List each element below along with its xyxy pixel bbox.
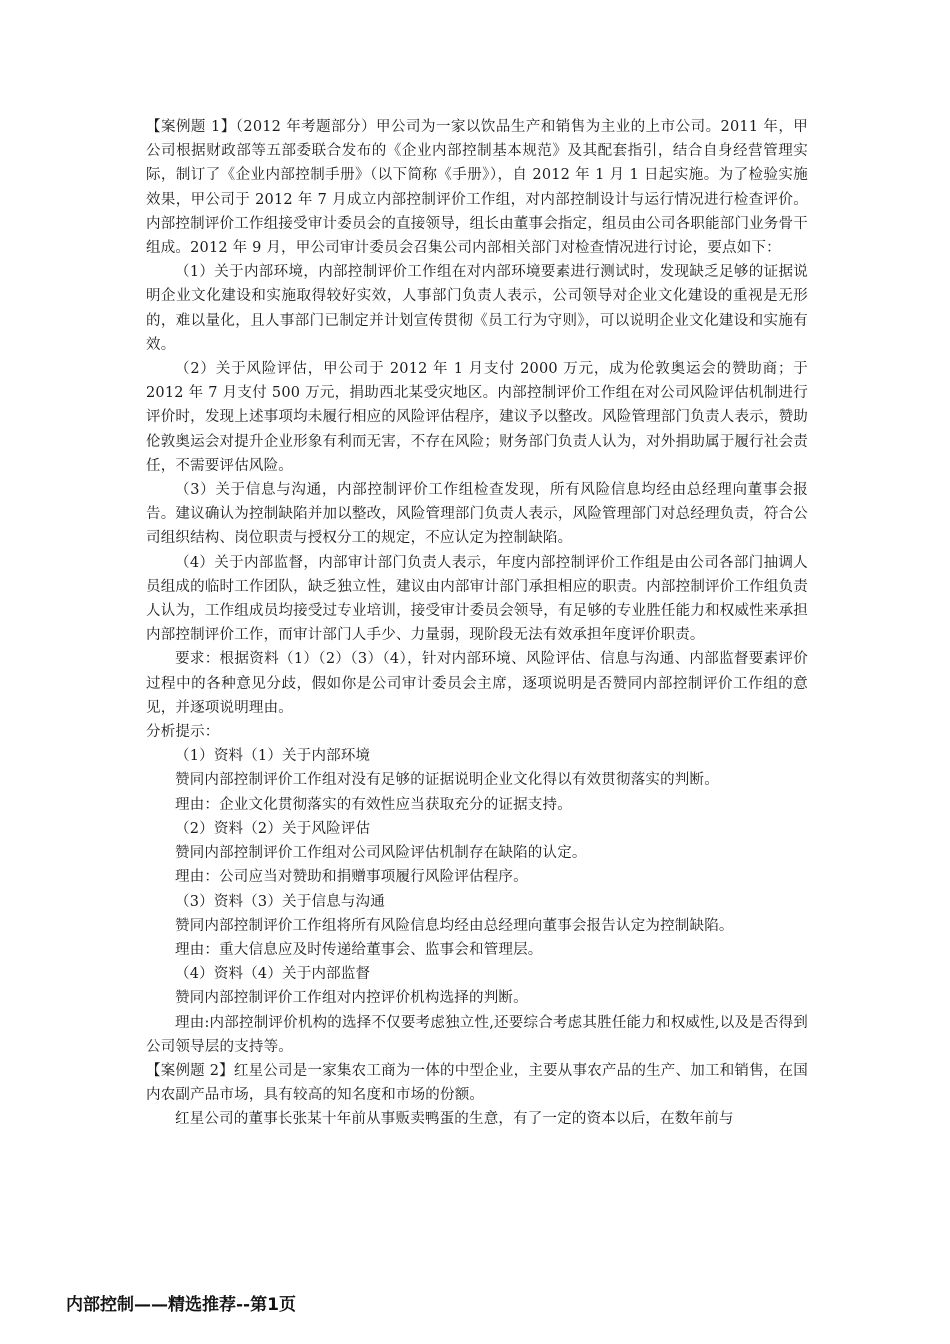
paragraph-analysis-4-opinion: 赞同内部控制评价工作组对内控评价机构选择的判断。 bbox=[175, 990, 528, 1007]
paragraph-analysis-1-opinion: 赞同内部控制评价工作组对没有足够的证据说明企业文化得以有效贯彻落实的判断。 bbox=[175, 772, 719, 789]
paragraph-item1: （1）关于内部环境，内部控制评价工作组在对内部环境要素进行测试时，发现缺乏足够的证据说明企业文化建设和实施取得较好实效，人事部门负责人表示，公司领导对企业文化建设的重视是无形的，难以量化，且人事部门已制定并计划宣传贯彻《员工行为守则》，可以说明企业文化建设和实施有效。 bbox=[146, 264, 808, 353]
paragraph-analysis-1-title: （1）资料（1）关于内部环境 bbox=[175, 748, 371, 765]
document-body bbox=[146, 115, 808, 1132]
paragraph-case1-intro: 【案例题 1】（2012 年考题部分）甲公司为一家以饮品生产和销售为主业的上市公司。2011 年，甲公司根据财政部等五部委联合发布的《企业内部控制基本规范》及其配套指引，结合自身经营管理实际，制订了《企业内部控制手册》（以下简称《手册》），自 2012 年 1 月 1 日起实施。为了检验实施效果，甲公司于 2012 年 7 月成立内部控制评价工作组，对内部控制设计与运行情况进行检查评价。内部控制评价工作组接受审计委员会的直接领导，组长由董事会指定，组员由公司各职能部门业务骨干组成。2012 年 9 月，甲公司审计委员会召集公司内部相关部门对检查情况进行讨论，要点如下： bbox=[146, 119, 808, 257]
paragraph-analysis-4-reason: 理由:内部控制评价机构的选择不仅要考虑独立性,还要综合考虑其胜任能力和权威性,以及是否得到公司领导层的支持等。 bbox=[146, 1014, 808, 1055]
paragraph-analysis-3-opinion: 赞同内部控制评价工作组将所有风险信息均经由总经理向董事会报告认定为控制缺陷。 bbox=[175, 917, 734, 934]
paragraph-analysis-2-title: （2）资料（2）关于风险评估 bbox=[175, 820, 371, 837]
paragraph-analysis-3-reason: 理由：重大信息应及时传递给董事会、监事会和管理层。 bbox=[175, 941, 543, 958]
paragraph-analysis-2-reason: 理由：公司应当对赞助和捐赠事项履行风险评估程序。 bbox=[175, 869, 528, 886]
paragraph-item3: （3）关于信息与沟通，内部控制评价工作组检查发现，所有风险信息均经由总经理向董事会报告。建议确认为控制缺陷并加以整改，风险管理部门负责人表示，风险管理部门对总经理负责，符合公司组织结构、岗位职责与授权分工的规定，不应认定为控制缺陷。 bbox=[146, 482, 808, 547]
paragraph-analysis-heading: 分析提示： bbox=[146, 724, 220, 741]
paragraph-analysis-4-title: （4）资料（4）关于内部监督 bbox=[175, 966, 371, 983]
paragraph-analysis-3-title: （3）资料（3）关于信息与沟通 bbox=[175, 893, 385, 910]
paragraph-case2-intro: 【案例题 2】红星公司是一家集农工商为一体的中型企业，主要从事农产品的生产、加工和销售，在国内农副产品市场，具有较高的知名度和市场的份额。 bbox=[146, 1062, 808, 1104]
paragraph-requirement: 要求：根据资料（1）（2）（3）（4），针对内部环境、风险评估、信息与沟通、内部监督要素评价过程中的各种意见分歧，假如你是公司审计委员会主席，逐项说明是否赞同内部控制评价工作组的意见，并逐项说明理由。 bbox=[146, 651, 808, 716]
paragraph-item2: （2）关于风险评估，甲公司于 2012 年 1 月支付 2000 万元，成为伦敦奥运会的赞助商；于 2012 年 7 月支付 500 万元，捐助西北某受灾地区。内部控制评价工作组在对公司风险评估机制进行评价时，发现上述事项均未履行相应的风险评估程序，建议予以整改。风险管理部门负责人表示，赞助伦敦奥运会对提升企业形象有利而无害，不存在风险；财务部门负责人认为，对外捐助属于履行社会责任，不需要评估风险。 bbox=[146, 361, 808, 474]
paragraph-analysis-1-reason: 理由：企业文化贯彻落实的有效性应当获取充分的证据支持。 bbox=[175, 796, 572, 813]
paragraph-analysis-2-opinion: 赞同内部控制评价工作组对公司风险评估机制存在缺陷的认定。 bbox=[175, 845, 587, 862]
paragraph-case2-chairman: 红星公司的董事长张某十年前从事贩卖鸭蛋的生意，有了一定的资本以后，在数年前与 bbox=[175, 1111, 734, 1128]
page-footer: 内部控制——精选推荐--第1页 bbox=[66, 1295, 296, 1315]
paragraph-item4: （4）关于内部监督，内部审计部门负责人表示，年度内部控制评价工作组是由公司各部门抽调人员组成的临时工作团队，缺乏独立性，建议由内部审计部门承担相应的职责。内部控制评价工作组负责人认为，工作组成员均接受过专业培训，接受审计委员会领导，有足够的专业胜任能力和权威性来承担内部控制评价工作，而审计部门人手少、力量弱，现阶段无法有效承担年度评价职责。 bbox=[146, 554, 808, 644]
